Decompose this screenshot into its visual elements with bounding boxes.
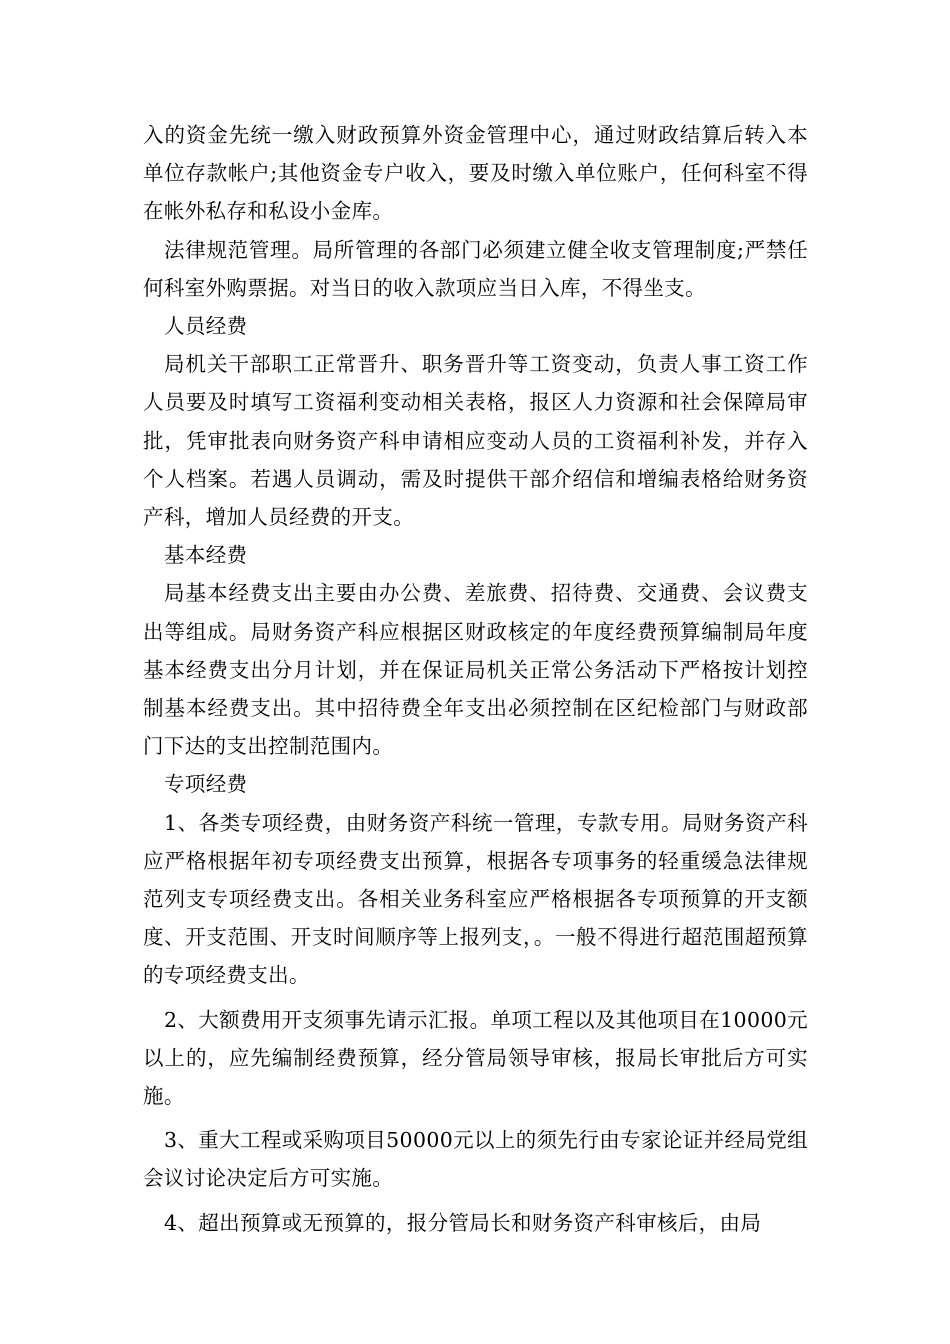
paragraph-special-item-2: 2、大额费用开支须事先请示汇报。单项工程以及其他项目在10000元以上的，应先编制经费预算，经分管局领导审核，报局长审批后方可实施。 (143, 1007, 808, 1109)
paragraph-fund-deposit: 入的资金先统一缴入财政预算外资金管理中心，通过财政结算后转入本单位存款帐户;其他资金专户收入，要及时缴入单位账户，任何科室不得在帐外私存和私设小金库。 (143, 123, 808, 224)
heading-basic-expenses: 基本经费 (164, 543, 248, 568)
heading-special-expenses: 专项经费 (164, 772, 248, 797)
paragraph-special-item-1: 1、各类专项经费，由财务资产科统一管理，专款专用。局财务资产科应严格根据年初专项经费支出预算，根据各专项事务的轻重缓急法律规范列支专项经费支出。各相关业务科室应严格根据各专项预算的开支额度、开支范围、开支时间顺序等上报列支，。一般不得进行超范围超预算的专项经费支出。 (143, 810, 808, 988)
paragraph-special-item-4: 4、超出预算或无预算的，报分管局长和财务资产科审核后，由局 (164, 1210, 762, 1235)
document-body (143, 116, 808, 1242)
heading-personnel-expenses: 人员经费 (164, 314, 248, 339)
paragraph-legal-management: 法律规范管理。局所管理的各部门必须建立健全收支管理制度;严禁任何科室外购票据。对当日的收入款项应当日入库，不得坐支。 (143, 237, 808, 300)
paragraph-personnel-expenses: 局机关干部职工正常晋升、职务晋升等工资变动，负责人事工资工作人员要及时填写工资福利变动相关表格，报区人力资源和社会保障局审批，凭审批表向财务资产科申请相应变动人员的工资福利补发，并存入个人档案。若遇人员调动，需及时提供干部介绍信和增编表格给财务资产科，增加人员经费的开支。 (143, 352, 808, 530)
paragraph-special-item-3: 3、重大工程或采购项目50000元以上的须先行由专家论证并经局党组会议讨论决定后方可实施。 (143, 1128, 808, 1191)
paragraph-basic-expenses: 局基本经费支出主要由办公费、差旅费、招待费、交通费、会议费支出等组成。局财务资产科应根据区财政核定的年度经费预算编制局年度基本经费支出分月计划，并在保证局机关正常公务活动下严格按计划控制基本经费支出。其中招待费全年支出必须控制在区纪检部门与财政部门下达的支出控制范围内。 (143, 581, 808, 759)
